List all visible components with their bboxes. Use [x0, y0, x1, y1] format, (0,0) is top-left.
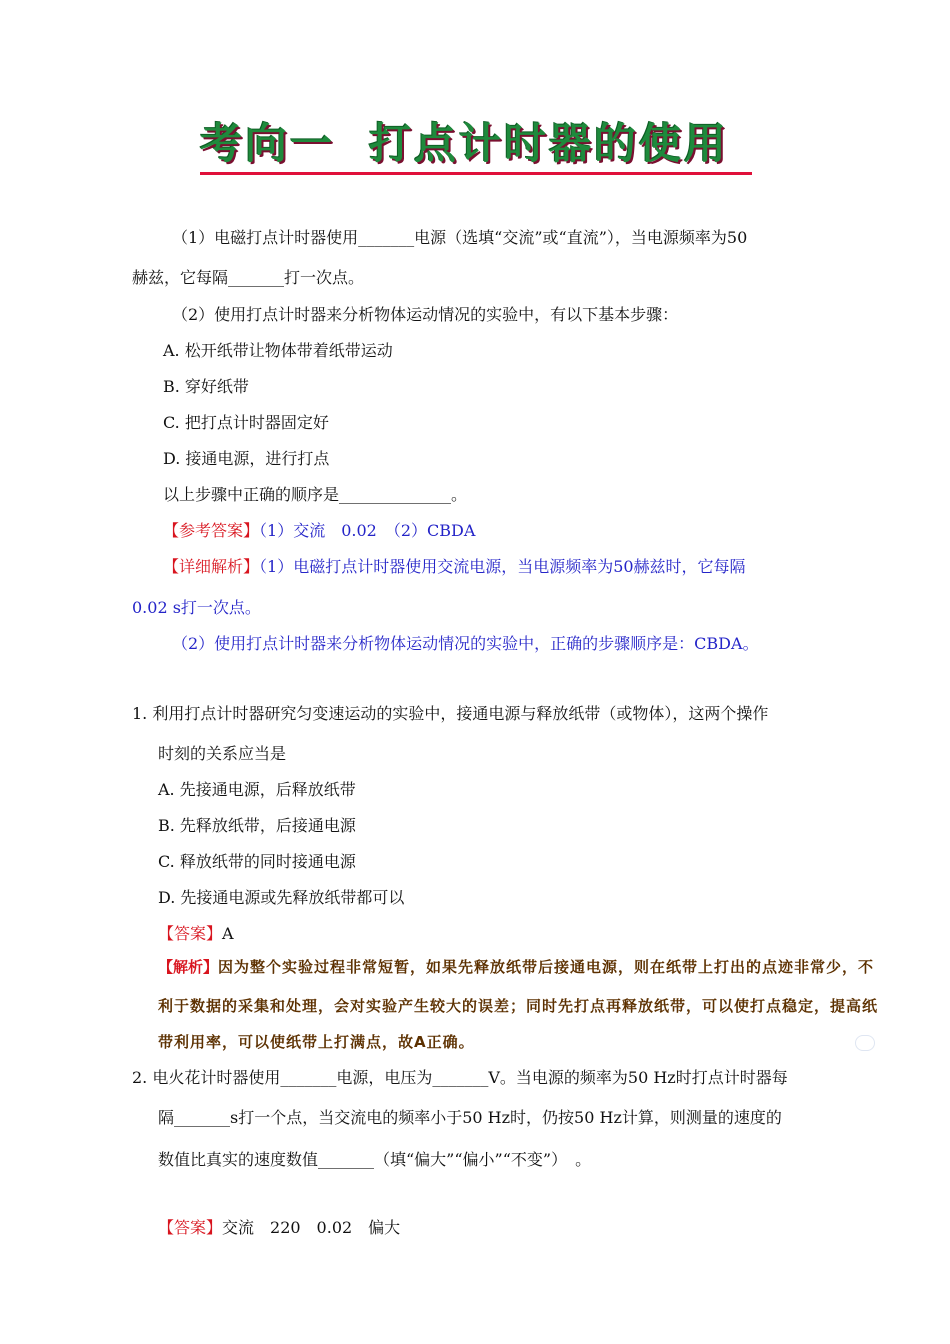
exercise2-line2: 隔_______s打一个点，当交流电的频率小于50 Hz时，仍按50 Hz计算，则测量的速度的 [158, 1108, 782, 1127]
example-option-d: D. 接通电源，进行打点 [163, 449, 330, 468]
example-q1-line1: （1）电磁打点计时器使用_______电源（选填“交流”或“直流”），当电源频率为50 [172, 228, 748, 247]
exercise1-option-c: C. 释放纸带的同时接通电源 [158, 852, 356, 871]
exercise2-answer [158, 1218, 400, 1238]
analysis-tag: 【详细解析】 [163, 557, 260, 576]
example-option-b: B. 穿好纸带 [163, 377, 249, 396]
exercise1-option-b: B. 先释放纸带，后接通电源 [158, 816, 356, 835]
analysis-text-1: （1）电磁打点计时器使用交流电源，当电源频率为50赫兹时，它每隔 [259, 557, 746, 576]
section-title-part1: 考向一 [200, 119, 336, 168]
example-analysis-line3: （2）使用打点计时器来分析物体运动情况的实验中，正确的步骤顺序是：CBDA。 [172, 634, 759, 653]
exercise2-answer-tag: 【答案】 [158, 1218, 223, 1237]
exercise1-analysis-line2: 利于数据的采集和处理，会对实验产生较大的误差；同时先打点再释放纸带，可以使打点稳定，提高纸 [158, 997, 879, 1015]
exercise1-analysis-text-1: 因为整个实验过程非常短暂，如果先释放纸带后接通电源，则在纸带上打出的点迹非常少，不 [218, 958, 875, 976]
title-underline [200, 172, 752, 175]
example-q1-line2: 赫兹，它每隔_______打一次点。 [132, 268, 365, 287]
exercise1-option-a: A. 先接通电源，后释放纸带 [158, 780, 356, 799]
example-ref-answer [163, 521, 475, 541]
example-option-c: C. 把打点计时器固定好 [163, 413, 329, 432]
exercise1-answer [158, 924, 234, 944]
example-order-line: 以上步骤中正确的顺序是______________。 [163, 485, 468, 504]
exercise1-line2: 时刻的关系应当是 [158, 744, 287, 763]
exercise1-answer-text: A [222, 924, 234, 943]
example-analysis-line2: 0.02 s打一次点。 [132, 598, 261, 617]
example-q2-line: （2）使用打点计时器来分析物体运动情况的实验中，有以下基本步骤： [172, 305, 679, 324]
example-option-a: A. 松开纸带让物体带着纸带运动 [163, 341, 393, 360]
watermark-mark [855, 1035, 875, 1051]
ref-answer-tag: 【参考答案】 [163, 521, 260, 540]
exercise1-analysis-line1 [158, 957, 874, 977]
exercise1-line1: 1. 利用打点计时器研究匀变速运动的实验中，接通电源与释放纸带（或物体），这两个操作 [132, 704, 769, 723]
exercise1-answer-tag: 【答案】 [158, 924, 223, 943]
section-title-text [200, 118, 752, 170]
section-title-part2: 打点计时器的使用 [369, 119, 730, 168]
exercise1-analysis-line3: 带利用率，可以使纸带上打满点，故A正确。 [158, 1033, 475, 1051]
exercise2-line3: 数值比真实的速度数值_______（填“偏大”“偏小”“不变”） 。 [158, 1150, 592, 1169]
exercise2-line1: 2. 电火花计时器使用_______电源，电压为_______V。当电源的频率为50 Hz时打点计时器每 [132, 1068, 788, 1087]
section-title [200, 118, 752, 176]
ref-answer-text: （1）交流 0.02 （2）CBDA [259, 521, 476, 540]
exercise1-option-d: D. 先接通电源或先释放纸带都可以 [158, 888, 405, 907]
exercise1-analysis-tag: 【解析】 [158, 958, 219, 976]
example-analysis-line1 [163, 557, 746, 577]
exercise2-answer-text: 交流 220 0.02 偏大 [222, 1218, 401, 1237]
